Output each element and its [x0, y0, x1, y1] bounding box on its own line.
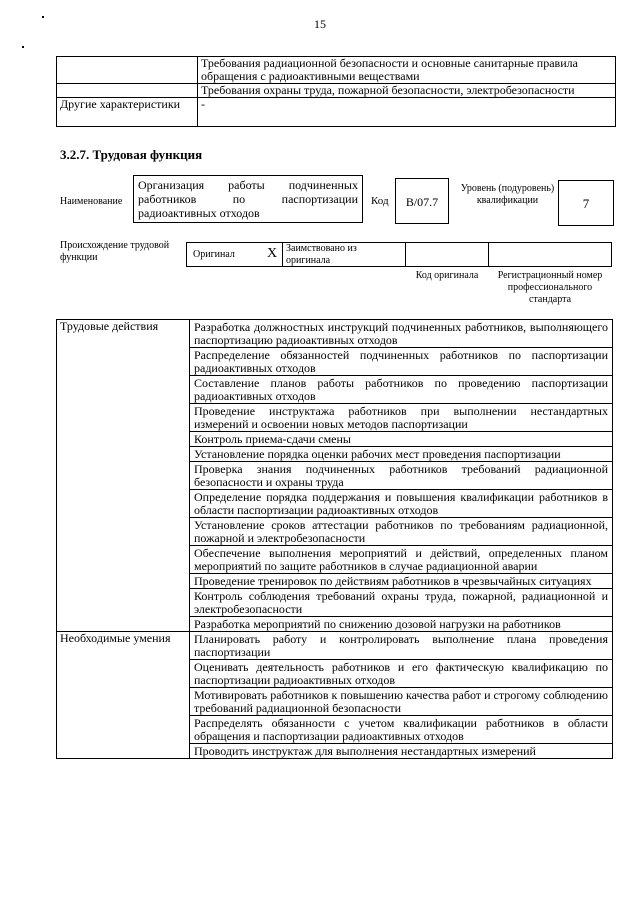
- original-label: Оригинал: [193, 249, 235, 260]
- labor-actions-label: Трудовые действия: [57, 320, 190, 632]
- table-row: [57, 57, 616, 84]
- function-name-box: Организация работы подчиненных работников по паспортизации радиоактивных отходов: [133, 175, 363, 223]
- borrowed-box: Заимствовано из оригинала: [282, 242, 406, 267]
- original-code-box: [405, 242, 489, 267]
- labor-action-item: Обеспечение выполнения мероприятий и действий, определенных планом мероприятий по защите работников в случае радиационной аварии: [190, 546, 613, 574]
- skill-item: Оценивать деятельность работников и его фактическую квалификацию по паспортизации радиоактивных отходов: [190, 660, 613, 688]
- labor-action-item: Установление порядка оценки рабочих мест проведения паспортизации: [190, 447, 613, 462]
- origin-label: Происхождение трудовой функции: [60, 240, 170, 263]
- labor-action-item: Разработка мероприятий по снижению дозовой нагрузки на работников: [190, 617, 613, 632]
- top-table-label: Другие характеристики: [57, 98, 198, 127]
- reg-caption: Регистрационный номер профессионального стандарта: [497, 270, 603, 305]
- code-caption: Код оригинала: [415, 270, 479, 281]
- level-value-box: 7: [558, 180, 614, 226]
- table-row: [57, 84, 616, 98]
- labor-action-item: Определение порядка поддержания и повышения квалификации работников в области паспортизации радиоактивных отходов: [190, 490, 613, 518]
- skills-label: Необходимые умения: [57, 632, 190, 759]
- labor-action-item: Разработка должностных инструкций подчиненных работников, выполняющего паспортизацию радиоактивных отходов: [190, 320, 613, 348]
- scan-speck: [22, 46, 24, 48]
- code-label: Код: [371, 195, 389, 207]
- code-value-box: B/07.7: [395, 178, 449, 224]
- top-table-text: Требования радиационной безопасности и основные санитарные правила обращения с радиоактивными веществами: [198, 57, 616, 84]
- table-row: [57, 98, 616, 127]
- labor-action-item: Составление планов работы работников по проведению паспортизации радиоактивных отходов: [190, 376, 613, 404]
- labor-action-item: Контроль соблюдения требований охраны труда, пожарной, радиационной и электробезопасности: [190, 589, 613, 617]
- labor-action-item: Установление сроков аттестации работников по требованиям радиационной, пожарной и электробезопасности: [190, 518, 613, 546]
- skill-item: Проводить инструктаж для выполнения нестандартных измерений: [190, 744, 613, 759]
- labor-action-item: Распределение обязанностей подчиненных работников по паспортизации радиоактивных отходов: [190, 348, 613, 376]
- skill-item: Мотивировать работников к повышению качества работ и строгому соблюдению требований радиационной безопасности: [190, 688, 613, 716]
- top-table: [56, 56, 616, 127]
- name-label: Наименование: [60, 196, 123, 207]
- top-table-label: [57, 57, 198, 84]
- labor-action-item: Проверка знания подчиненных работников требований радиационной безопасности и охраны труда: [190, 462, 613, 490]
- page-number: 15: [314, 17, 326, 31]
- labor-action-item: Контроль приема-сдачи смены: [190, 432, 613, 447]
- top-table-label: [57, 84, 198, 98]
- reg-number-box: [488, 242, 612, 267]
- skill-item: Распределять обязанности с учетом квалификации работников в области обращения и паспортизации радиоактивных отходов: [190, 716, 613, 744]
- labor-action-item: Проведение инструктажа работников при выполнении нестандартных измерений и освоении новых методов паспортизации: [190, 404, 613, 432]
- level-label: Уровень (подуровень) квалификации: [460, 183, 555, 206]
- table-row: [57, 632, 613, 660]
- top-table-text: Требования охраны труда, пожарной безопасности, электробезопасности: [198, 84, 616, 98]
- skill-item: Планировать работу и контролировать выполнение плана проведения паспортизации: [190, 632, 613, 660]
- main-table: [56, 319, 613, 759]
- scan-speck: [42, 16, 44, 18]
- labor-action-item: Проведение тренировок по действиям работников в чрезвычайных ситуациях: [190, 574, 613, 589]
- original-box: [186, 242, 283, 267]
- original-mark: X: [267, 246, 278, 261]
- table-row: [57, 320, 613, 348]
- top-table-text: -: [198, 98, 616, 127]
- section-title: 3.2.7. Трудовая функция: [60, 147, 203, 162]
